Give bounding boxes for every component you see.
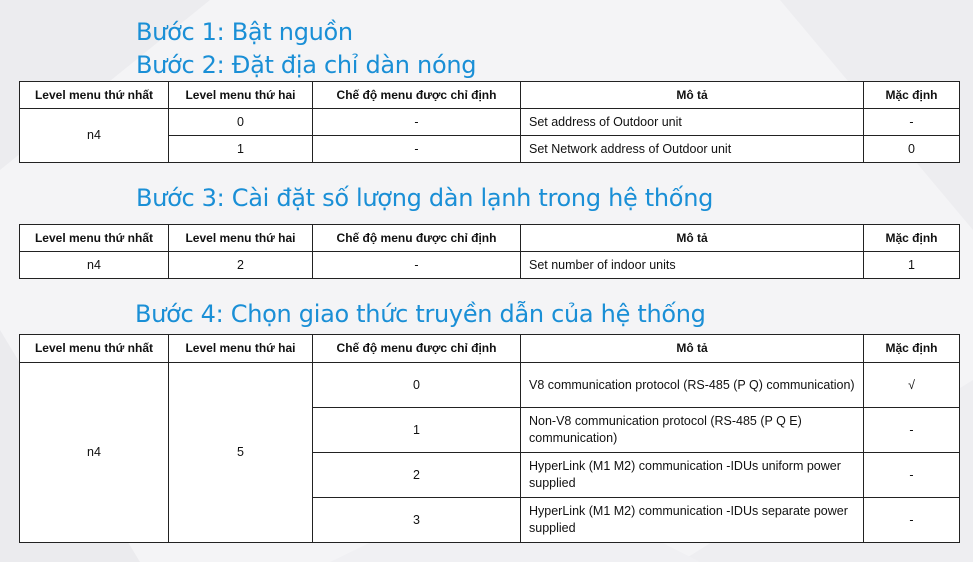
- mode-cell: 0: [313, 363, 521, 408]
- description-cell: HyperLink (M1 M2) communication -IDUs uniform power supplied: [521, 453, 864, 498]
- description-cell: Set Network address of Outdoor unit: [521, 136, 864, 163]
- level2-cell: 5: [169, 363, 313, 543]
- col-header-mode: Chế độ menu được chỉ định: [313, 225, 521, 252]
- level1-cell: n4: [20, 109, 169, 163]
- description-cell: Set number of indoor units: [521, 252, 864, 279]
- table-row: [20, 363, 960, 408]
- col-header-description: Mô tả: [521, 82, 864, 109]
- col-header-default: Mặc định: [864, 82, 960, 109]
- level2-cell: 2: [169, 252, 313, 279]
- default-cell: 0: [864, 136, 960, 163]
- description-cell: Non-V8 communication protocol (RS-485 (P Q E) communication): [521, 408, 864, 453]
- level1-cell: n4: [20, 363, 169, 543]
- col-header-default: Mặc định: [864, 225, 960, 252]
- protocol-table: [19, 334, 960, 543]
- col-header-description: Mô tả: [521, 225, 864, 252]
- step4-heading: Bước 4: Chọn giao thức truyền dẫn của hệ thống: [135, 300, 706, 328]
- description-cell: Set address of Outdoor unit: [521, 109, 864, 136]
- mode-cell: -: [313, 136, 521, 163]
- col-header-description: Mô tả: [521, 335, 864, 363]
- table-row: [20, 252, 960, 279]
- level1-cell: n4: [20, 252, 169, 279]
- indoor-units-table: [19, 224, 960, 279]
- col-header-level2: Level menu thứ hai: [169, 225, 313, 252]
- mode-cell: -: [313, 109, 521, 136]
- col-header-level1: Level menu thứ nhất: [20, 225, 169, 252]
- default-cell: -: [864, 408, 960, 453]
- col-header-level2: Level menu thứ hai: [169, 335, 313, 363]
- outdoor-address-table: [19, 81, 960, 163]
- col-header-level2: Level menu thứ hai: [169, 82, 313, 109]
- mode-cell: 1: [313, 408, 521, 453]
- level2-cell: 1: [169, 136, 313, 163]
- level2-cell: 0: [169, 109, 313, 136]
- step1-heading: Bước 1: Bật nguồn: [136, 18, 353, 46]
- mode-cell: 2: [313, 453, 521, 498]
- description-cell: V8 communication protocol (RS-485 (P Q) communication): [521, 363, 864, 408]
- col-header-default: Mặc định: [864, 335, 960, 363]
- default-cell: -: [864, 453, 960, 498]
- default-cell: √: [864, 363, 960, 408]
- col-header-mode: Chế độ menu được chỉ định: [313, 335, 521, 363]
- step3-heading: Bước 3: Cài đặt số lượng dàn lạnh trong hệ thống: [136, 184, 714, 212]
- col-header-level1: Level menu thứ nhất: [20, 82, 169, 109]
- default-cell: -: [864, 109, 960, 136]
- step2-heading: Bước 2: Đặt địa chỉ dàn nóng: [136, 51, 477, 79]
- description-cell: HyperLink (M1 M2) communication -IDUs separate power supplied: [521, 498, 864, 543]
- default-cell: -: [864, 498, 960, 543]
- mode-cell: 3: [313, 498, 521, 543]
- table-row: [20, 109, 960, 136]
- mode-cell: -: [313, 252, 521, 279]
- default-cell: 1: [864, 252, 960, 279]
- col-header-mode: Chế độ menu được chỉ định: [313, 82, 521, 109]
- col-header-level1: Level menu thứ nhất: [20, 335, 169, 363]
